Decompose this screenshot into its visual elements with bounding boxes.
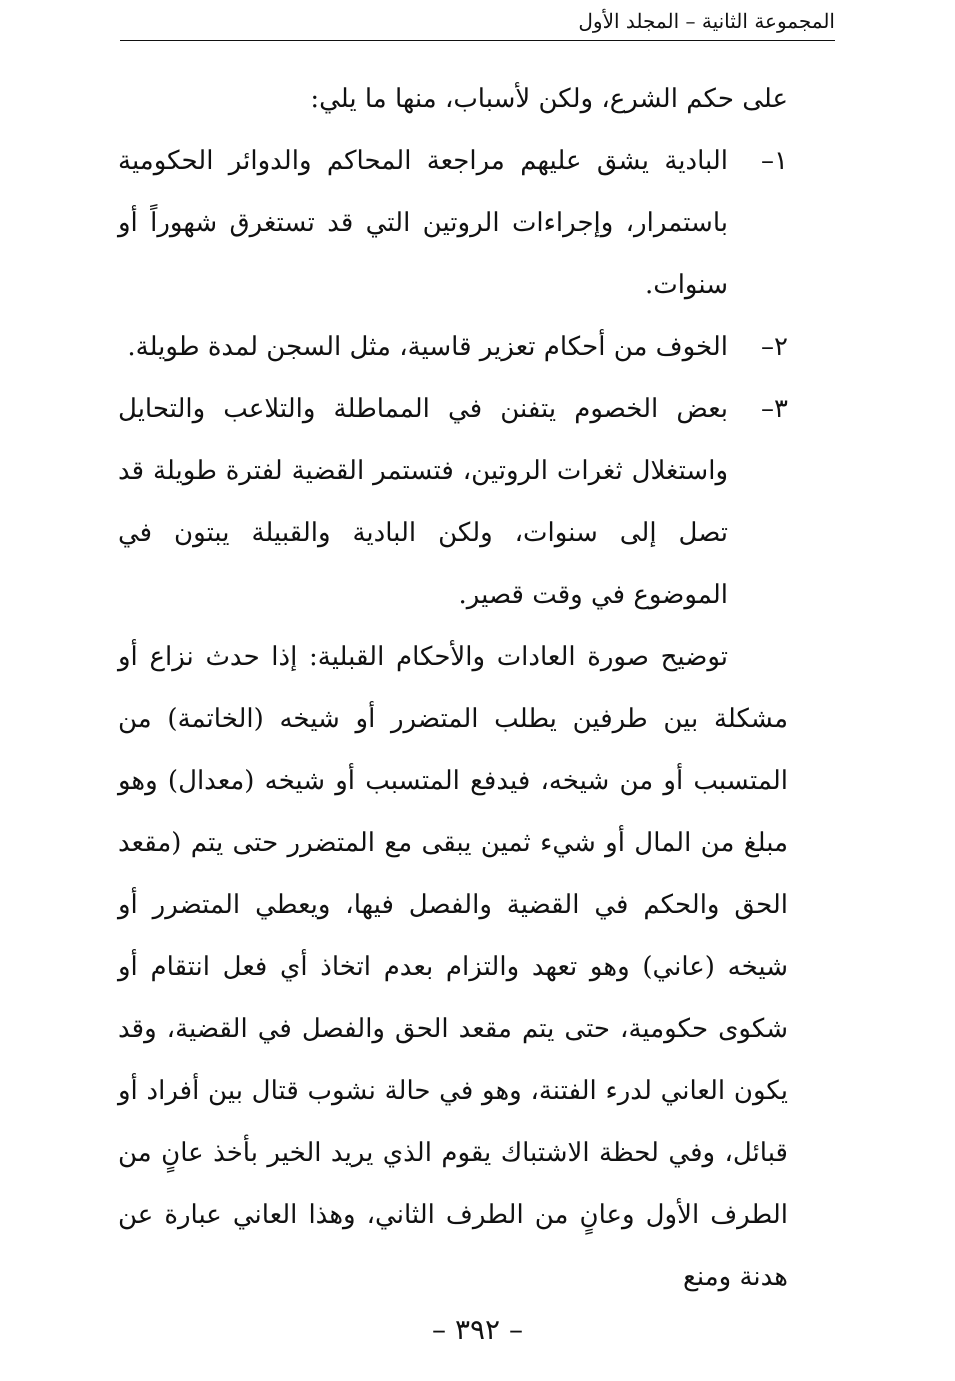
list-item (118, 316, 788, 378)
list-item-text: الخوف من أحكام تعزير قاسية، مثل السجن لمدة طويلة. (127, 332, 728, 362)
list-item (118, 130, 788, 316)
page-number: – ٣٩٢ – (432, 1313, 523, 1346)
list-item-text: بعض الخصوم يتفنن في المماطلة والتلاعب والتحايل واستغلال ثغرات الروتين، فتستمر القضية لفترة طويلة قد تصل إلى سنوات، ولكن البادية والقبيلة يبتون في الموضوع في وقت قصير. (118, 394, 728, 610)
list-item-number: ٢– (761, 332, 788, 362)
body-paragraph: توضيح صورة العادات والأحكام القبلية: إذا حدث نزاع أو مشكلة بين طرفين يطلب المتضرر أو شيخه (الخاتمة) من المتسبب أو من شيخه، فيدفع المتسبب أو شيخه (معدال) وهو مبلغ من المال أو شيء ثمين يبقى مع المتضرر حتى يتم (مقعد الحق والحكم في القضية والفصل فيها، ويعطي المتضرر أو شيخه (عاني) وهو تعهد والتزام بعدم اتخاذ أي فعل انتقام أو شكوى حكومية، حتى يتم مقعد الحق والفصل في القضية، وقد يكون العاني لدرء الفتنة، وهو في حالة نشوب قتال بين أفراد أو قبائل، وفي لحظة الاشتباك يقوم الذي يريد الخير بأخذ عانٍ من الطرف الأول وعانٍ من الطرف الثاني، وهذا العاني عبارة عن هدنة ومنع (118, 642, 788, 1292)
intro-line: على حكم الشرع، ولكن لأسباب، منها ما يلي: (310, 84, 788, 114)
running-header: المجموعة الثانية – المجلد الأول (578, 9, 835, 33)
list-item-number: ١– (761, 146, 788, 176)
list-item (118, 378, 788, 626)
header-rule (120, 40, 835, 41)
list-item-number: ٣– (761, 394, 788, 424)
list-item-text: البادية يشق عليهم مراجعة المحاكم والدوائر الحكومية باستمرار، وإجراءات الروتين التي قد تستغرق شهوراً أو سنوات. (118, 146, 728, 300)
body-text (118, 68, 788, 1308)
